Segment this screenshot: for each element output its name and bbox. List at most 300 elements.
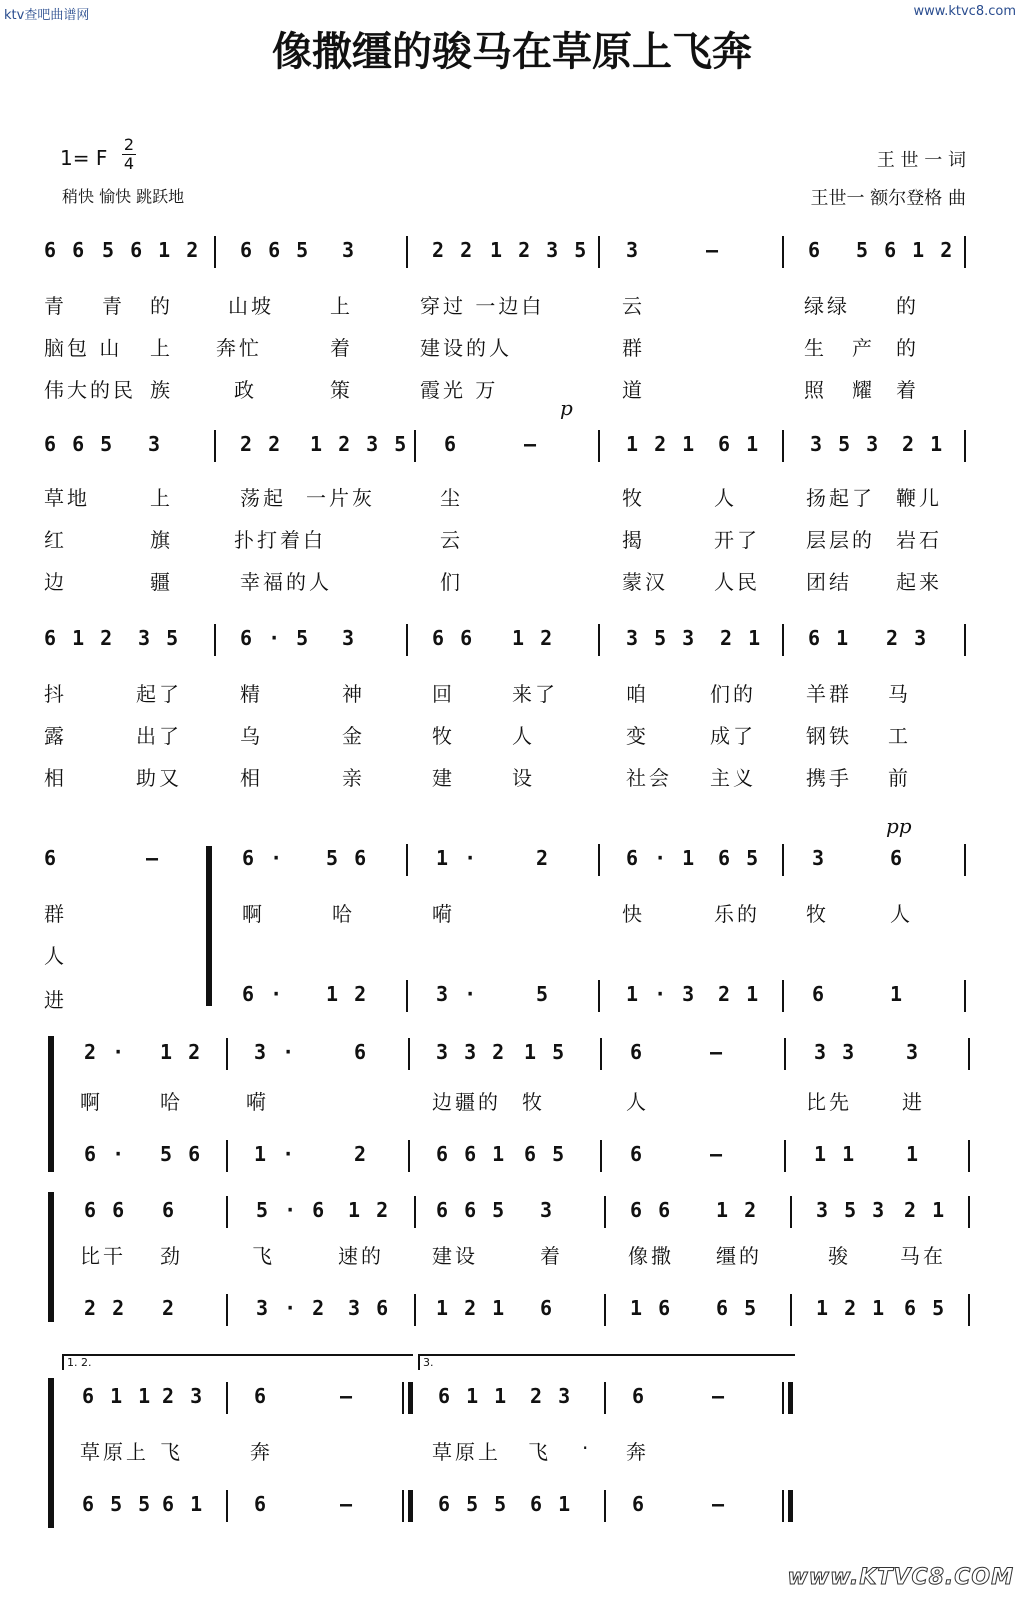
lyric-line xyxy=(0,1436,1024,1470)
note-group: – xyxy=(146,846,161,870)
note-group: 3 xyxy=(342,626,357,650)
lyric-syllable: 工 xyxy=(888,724,911,748)
note-group: 1 2 xyxy=(348,1198,391,1222)
note-group: 1 2 xyxy=(160,1040,203,1064)
note-group: 2 3 xyxy=(530,1384,573,1408)
lyric-syllable: 飞 xyxy=(528,1440,551,1464)
lyric-syllable: 牧 xyxy=(622,486,645,510)
lyric-syllable: 精 xyxy=(240,682,263,706)
note-group: – xyxy=(340,1492,355,1516)
lyric-syllable: 扑打着白 xyxy=(234,528,326,552)
lyric-syllable: 蒙汉 xyxy=(622,570,668,594)
note-group: 2 · xyxy=(84,1040,127,1064)
note-group: 6 xyxy=(890,846,905,870)
barline xyxy=(968,1294,970,1326)
lyric-syllable: 人 xyxy=(512,724,535,748)
barline xyxy=(964,844,966,876)
lyric-syllable: 旗 xyxy=(150,528,173,552)
lyric-syllable: 青 xyxy=(44,294,67,318)
notation-line-upper xyxy=(0,1384,1024,1418)
note-group: 5 · 6 xyxy=(256,1198,327,1222)
lyric-syllable: 道 xyxy=(622,378,645,402)
lyric-syllable: 出了 xyxy=(136,724,182,748)
site-watermark-bottom-right: www.KTVC8.COM xyxy=(787,1565,1014,1590)
note-group: 1 · xyxy=(436,846,479,870)
note-group: 6 xyxy=(630,1142,645,1166)
lyric-syllable: 人 xyxy=(714,486,737,510)
barline xyxy=(406,844,408,876)
lyric-syllable: 牧 xyxy=(522,1090,545,1114)
note-group: 5 6 1 2 xyxy=(102,238,201,262)
note-group: 3 xyxy=(626,238,641,262)
lyric-syllable: 草原上 xyxy=(80,1440,149,1464)
lyric-syllable: 边 xyxy=(44,570,67,594)
note-group: – xyxy=(340,1384,355,1408)
lyric-syllable: 建设的人 xyxy=(420,336,512,360)
note-group: 6 6 xyxy=(432,626,475,650)
note-group: 1 2 1 xyxy=(816,1296,887,1320)
lyric-syllable: 露 xyxy=(44,724,67,748)
lyric-syllable: 疆 xyxy=(150,570,173,594)
note-group: 6 xyxy=(162,1198,177,1222)
lyric-line xyxy=(0,1086,1024,1120)
notation-line-lower xyxy=(0,982,1024,1016)
lyric-syllable: 上 xyxy=(330,294,353,318)
lyric-syllable: 飞 xyxy=(160,1440,183,1464)
lyric-syllable: 产 xyxy=(852,336,875,360)
lyric-syllable: 马在 xyxy=(900,1244,946,1268)
barline xyxy=(782,844,784,876)
note-group: 6 6 5 xyxy=(240,238,311,262)
lyric-verse-1 xyxy=(0,290,1024,324)
lyric-syllable: 像撒 xyxy=(628,1244,674,1268)
barline xyxy=(414,1196,416,1228)
lyric-syllable: · xyxy=(582,1436,592,1460)
lyric-syllable: 钢铁 xyxy=(806,724,852,748)
note-group: 3 6 xyxy=(348,1296,391,1320)
note-group: 6 6 xyxy=(84,1198,127,1222)
barline xyxy=(214,236,216,268)
note-group: 6 1 xyxy=(530,1492,573,1516)
lyric-syllable: 草原上 xyxy=(432,1440,501,1464)
note-group: 6 · xyxy=(84,1142,127,1166)
volta-third-ending: 3. xyxy=(418,1354,795,1370)
barline xyxy=(226,1196,228,1228)
note-group: – xyxy=(710,1040,725,1064)
barline xyxy=(214,430,216,462)
note-group: 2 2 xyxy=(240,432,283,456)
note-group: 3 xyxy=(148,432,163,456)
barline xyxy=(598,844,600,876)
note-group: 5 6 1 2 xyxy=(856,238,955,262)
note-group: 2 xyxy=(162,1296,177,1320)
note-group: 6 1 xyxy=(718,432,761,456)
barline xyxy=(604,1382,606,1414)
note-group: 3 xyxy=(342,238,357,262)
note-group: 6 · xyxy=(242,982,285,1006)
lyric-syllable: 前 xyxy=(888,766,911,790)
repeat-barline xyxy=(402,1382,404,1414)
lyric-syllable: 的 xyxy=(150,294,173,318)
note-group: 6 6 5 xyxy=(44,432,115,456)
lyric-syllable: 变 xyxy=(626,724,649,748)
lyric-syllable: 扬起了 xyxy=(806,486,875,510)
barline xyxy=(406,236,408,268)
note-group: 6 1 1 xyxy=(82,1384,153,1408)
note-group: 6 1 1 xyxy=(438,1384,509,1408)
lyric-verse-1 xyxy=(0,678,1024,712)
barline xyxy=(782,980,784,1012)
lyric-syllable: 牧 xyxy=(806,902,829,926)
note-group: 2 3 xyxy=(886,626,929,650)
composer-credit: 王世一 额尔登格 曲 xyxy=(810,188,966,209)
note-group: 2 1 xyxy=(902,432,945,456)
lyric-verse-2 xyxy=(0,332,1024,366)
lyric-syllable: 上 xyxy=(150,336,173,360)
notation-line-lower xyxy=(0,1492,1024,1526)
note-group: 1 2 1 xyxy=(436,1296,507,1320)
barline xyxy=(784,1140,786,1172)
lyric-syllable: 着 xyxy=(330,336,353,360)
site-watermark-top-right: www.ktvc8.com xyxy=(913,4,1016,19)
barline xyxy=(604,1490,606,1522)
barline xyxy=(782,236,784,268)
dynamic-p: p xyxy=(560,396,573,420)
note-group: 6 xyxy=(632,1384,647,1408)
lyric-syllable: 携手 xyxy=(806,766,852,790)
lyric-syllable: 霞光 万 xyxy=(420,378,499,402)
lyric-syllable: 鞭儿 xyxy=(896,486,942,510)
barline xyxy=(414,430,416,462)
note-group: 1 2 3 5 xyxy=(310,432,409,456)
lyric-syllable: 着 xyxy=(896,378,919,402)
lyric-syllable: 亲 xyxy=(342,766,365,790)
lyric-syllable: 相 xyxy=(44,766,67,790)
lyric-syllable: 主义 xyxy=(710,766,756,790)
lyric-syllable: 进 xyxy=(902,1090,925,1114)
barline xyxy=(604,1196,606,1228)
note-group: 1 6 xyxy=(630,1296,673,1320)
lyric-syllable: 人 xyxy=(44,944,67,968)
lyric-syllable: 开了 xyxy=(714,528,760,552)
lyric-syllable: 奔 xyxy=(626,1440,649,1464)
note-group: 1 1 xyxy=(814,1142,857,1166)
final-barline-thick xyxy=(788,1490,793,1522)
lyric-syllable: 成了 xyxy=(710,724,756,748)
lyric-syllable: 生 xyxy=(804,336,827,360)
lyric-syllable: 一片灰 xyxy=(306,486,375,510)
lyric-syllable: 啊 xyxy=(80,1090,103,1114)
note-group: 1 2 xyxy=(512,626,555,650)
lyric-syllable: 人 xyxy=(626,1090,649,1114)
lyric-syllable: 哈 xyxy=(160,1090,183,1114)
note-group: 6 5 5 xyxy=(82,1492,153,1516)
note-group: 2 2 xyxy=(84,1296,127,1320)
barline xyxy=(782,624,784,656)
note-group: 3 · xyxy=(254,1040,297,1064)
lyric-syllable: 着 xyxy=(540,1244,563,1268)
note-group: 6 5 xyxy=(718,846,761,870)
note-group: 1 xyxy=(906,1142,921,1166)
barline xyxy=(406,624,408,656)
note-group: 6 5 xyxy=(524,1142,567,1166)
note-group: – xyxy=(710,1142,725,1166)
lyric-syllable: 策 xyxy=(330,378,353,402)
volta-first-ending: 1. 2. xyxy=(62,1354,413,1370)
final-barline xyxy=(782,1382,784,1414)
lyric-syllable: 耀 xyxy=(852,378,875,402)
lyric-line xyxy=(0,898,1024,932)
note-group: 1 5 xyxy=(524,1040,567,1064)
note-group: 6 xyxy=(630,1040,645,1064)
lyric-syllable: 神 xyxy=(342,682,365,706)
lyric-syllable: 起来 xyxy=(896,570,942,594)
lyric-syllable: 荡起 xyxy=(240,486,286,510)
lyric-syllable: 嗬 xyxy=(246,1090,269,1114)
dynamic-pp: pp xyxy=(886,814,912,838)
barline xyxy=(598,624,600,656)
lyric-syllable: 幸福的人 xyxy=(240,570,332,594)
lyric-syllable: 比先 xyxy=(806,1090,852,1114)
site-watermark-top-left: ktv查吧曲谱网 xyxy=(4,8,90,23)
barline xyxy=(964,980,966,1012)
lyric-syllable: 相 xyxy=(240,766,263,790)
note-group: 3 · 2 xyxy=(256,1296,327,1320)
barline xyxy=(226,1294,228,1326)
lyric-syllable: 云 xyxy=(440,528,463,552)
notation-line-lower xyxy=(0,1296,1024,1330)
note-group: 6 xyxy=(632,1492,647,1516)
lyric-syllable: 牧 xyxy=(432,724,455,748)
note-group: 6 1 xyxy=(808,626,851,650)
note-group: 6 6 5 xyxy=(436,1198,507,1222)
note-group: – xyxy=(706,238,721,262)
note-group: 3 xyxy=(906,1040,921,1064)
barline xyxy=(790,1294,792,1326)
barline xyxy=(408,1140,410,1172)
lyric-syllable: 政 xyxy=(234,378,257,402)
lyric-syllable: 奔 xyxy=(250,1440,273,1464)
lyric-syllable: 们的 xyxy=(710,682,756,706)
lyric-syllable: 马 xyxy=(888,682,911,706)
barline xyxy=(214,624,216,656)
lyric-verse-1 xyxy=(0,482,1024,516)
notation-line-upper xyxy=(0,1198,1024,1232)
note-group: 6 xyxy=(444,432,459,456)
barline xyxy=(406,980,408,1012)
note-group: 3 5 xyxy=(138,626,181,650)
lyric-syllable: 照 xyxy=(804,378,827,402)
lyric-syllable: 的 xyxy=(896,336,919,360)
note-group: 2 xyxy=(354,1142,369,1166)
lyric-syllable: 助又 xyxy=(136,766,182,790)
notation-line xyxy=(0,432,1024,466)
note-group: 2 3 xyxy=(162,1384,205,1408)
note-group: 6 6 xyxy=(44,238,87,262)
time-signature: 2 4 xyxy=(123,135,135,173)
barline xyxy=(598,236,600,268)
lyric-syllable: 团结 xyxy=(806,570,852,594)
note-group: 2 1 xyxy=(718,982,761,1006)
note-group: 5 6 xyxy=(160,1142,203,1166)
lyric-syllable: 飞 xyxy=(252,1244,275,1268)
lyric-syllable: 抖 xyxy=(44,682,67,706)
barline xyxy=(782,430,784,462)
lyric-syllable: 们 xyxy=(440,570,463,594)
final-barline-thick xyxy=(788,1382,793,1414)
notation-line xyxy=(0,238,1024,272)
note-group: 6 xyxy=(44,846,59,870)
lyric-syllable: 青 xyxy=(102,294,125,318)
song-title: 像撒缰的骏马在草原上飞奔 xyxy=(272,28,752,75)
barline xyxy=(604,1294,606,1326)
barline xyxy=(226,1038,228,1070)
lyric-syllable: 群 xyxy=(44,902,67,926)
lyric-syllable: 设 xyxy=(512,766,535,790)
note-group: 6 5 xyxy=(716,1296,759,1320)
note-group: 6 · xyxy=(242,846,285,870)
lyric-syllable: 金 xyxy=(342,724,365,748)
note-group: 3 3 2 xyxy=(436,1040,507,1064)
note-group: 6 6 xyxy=(630,1198,673,1222)
lyric-syllable: 骏 xyxy=(828,1244,851,1268)
lyric-syllable: 族 xyxy=(150,378,173,402)
note-group: 3 5 3 xyxy=(816,1198,887,1222)
lyric-syllable: 乐的 xyxy=(714,902,760,926)
lyric-syllable: 社会 xyxy=(626,766,672,790)
lyric-syllable: 上 xyxy=(150,486,173,510)
lyric-syllable: 缰的 xyxy=(716,1244,762,1268)
lyric-syllable: 人 xyxy=(890,902,913,926)
lyric-syllable: 建设 xyxy=(432,1244,478,1268)
note-group: 1 2 3 5 xyxy=(490,238,589,262)
note-group: 5 6 xyxy=(326,846,369,870)
note-group: 6 6 1 xyxy=(436,1142,507,1166)
lyric-syllable: 嗬 xyxy=(432,902,455,926)
repeat-barline xyxy=(402,1490,404,1522)
lyric-syllable: 奔忙 xyxy=(216,336,262,360)
barline xyxy=(226,1490,228,1522)
lyric-verse-2 xyxy=(0,720,1024,754)
lyric-syllable: 脑包 山 xyxy=(44,336,123,360)
lyric-line xyxy=(0,1240,1024,1274)
note-group: 1 · xyxy=(254,1142,297,1166)
lyric-syllable: 起了 xyxy=(136,682,182,706)
note-group: 3 · xyxy=(436,982,479,1006)
barline xyxy=(408,1038,410,1070)
lyric-syllable: 进 xyxy=(44,988,67,1012)
note-group: 6 xyxy=(254,1384,269,1408)
lyric-syllable: 回 xyxy=(432,682,455,706)
note-group: 3 5 3 xyxy=(626,626,697,650)
note-group: 2 2 xyxy=(432,238,475,262)
lyric-syllable: 建 xyxy=(432,766,455,790)
barline xyxy=(968,1196,970,1228)
lyric-syllable: 山坡 xyxy=(228,294,274,318)
note-group: 1 · 3 xyxy=(626,982,697,1006)
lyricist-credit: 王 世 一 词 xyxy=(876,150,966,171)
lyric-syllable: 啊 xyxy=(242,902,265,926)
barline xyxy=(600,1140,602,1172)
lyric-verse-3 xyxy=(0,566,1024,600)
note-group: 6 1 xyxy=(162,1492,205,1516)
note-group: 1 2 1 xyxy=(626,432,697,456)
barline xyxy=(964,430,966,462)
barline xyxy=(790,1196,792,1228)
barline xyxy=(964,236,966,268)
barline xyxy=(964,624,966,656)
note-group: – xyxy=(524,432,539,456)
lyric-syllable: 云 xyxy=(622,294,645,318)
final-barline xyxy=(782,1490,784,1522)
note-group: 3 3 xyxy=(814,1040,857,1064)
tempo-marking: 稍快 愉快 跳跃地 xyxy=(62,187,185,206)
note-group: 1 xyxy=(890,982,905,1006)
note-group: 3 xyxy=(540,1198,555,1222)
lyric-syllable: 的 xyxy=(896,294,919,318)
lyric-syllable: 咱 xyxy=(626,682,649,706)
lyric-verse-2 xyxy=(0,524,1024,558)
note-group: 2 1 xyxy=(720,626,763,650)
lyric-verse-3 xyxy=(0,762,1024,796)
note-group: 6 xyxy=(540,1296,555,1320)
repeat-barline-thick xyxy=(408,1382,413,1414)
lyric-syllable: 穿过 一边白 xyxy=(420,294,545,318)
note-group: 5 xyxy=(536,982,551,1006)
note-group: 6 xyxy=(354,1040,369,1064)
note-group: – xyxy=(712,1492,727,1516)
note-group: 1 2 xyxy=(326,982,369,1006)
note-group: 6 5 5 xyxy=(438,1492,509,1516)
barline xyxy=(968,1038,970,1070)
barline xyxy=(414,1294,416,1326)
note-group: 6 1 2 xyxy=(44,626,115,650)
lyric-syllable: 层层的 xyxy=(806,528,875,552)
notation-line-lower xyxy=(0,1142,1024,1176)
lyric-syllable: 比干 xyxy=(80,1244,126,1268)
note-group: 3 5 3 xyxy=(810,432,881,456)
lyric-syllable: 岩石 xyxy=(896,528,942,552)
lyric-syllable: 尘 xyxy=(440,486,463,510)
repeat-barline-thick xyxy=(408,1490,413,1522)
lyric-syllable: 草地 xyxy=(44,486,90,510)
notation-line-upper xyxy=(0,1040,1024,1074)
lyric-syllable: 边疆的 xyxy=(432,1090,501,1114)
lyric-syllable: 劲 xyxy=(160,1244,183,1268)
key-signature: 1= F xyxy=(60,146,108,170)
note-group: – xyxy=(712,1384,727,1408)
note-group: 6 xyxy=(808,238,823,262)
notation-line-upper xyxy=(0,846,1024,880)
note-group: 2 1 xyxy=(904,1198,947,1222)
lyric-syllable: 来了 xyxy=(512,682,558,706)
lyric-verse-3 xyxy=(0,374,1024,408)
lyric-syllable: 快 xyxy=(622,902,645,926)
note-group: 1 2 xyxy=(716,1198,759,1222)
lyric-syllable: 伟大的民 xyxy=(44,378,136,402)
barline xyxy=(968,1140,970,1172)
note-group: 6 xyxy=(254,1492,269,1516)
lyric-syllable: 绿绿 xyxy=(804,294,850,318)
lyric-syllable: 乌 xyxy=(240,724,263,748)
barline xyxy=(226,1382,228,1414)
lyric-syllable: 人民 xyxy=(714,570,760,594)
barline xyxy=(784,1038,786,1070)
note-group: 3 xyxy=(812,846,827,870)
barline xyxy=(600,1038,602,1070)
lyric-syllable: 红 xyxy=(44,528,67,552)
barline xyxy=(598,980,600,1012)
